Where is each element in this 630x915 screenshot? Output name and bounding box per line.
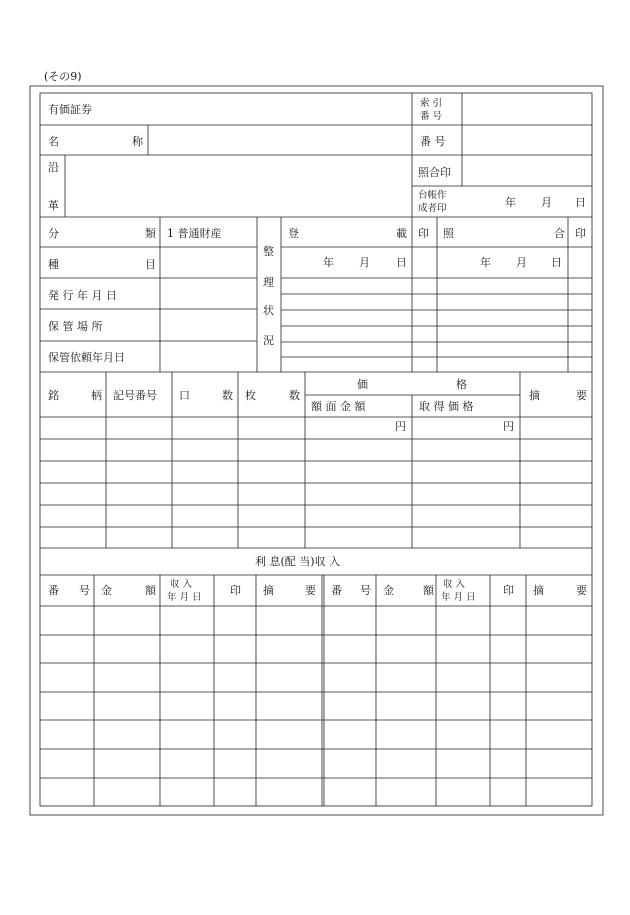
acquisition-yen: 円 [503, 420, 514, 433]
brand-label-2: 柄 [91, 389, 102, 402]
status-label-4: 況 [263, 334, 274, 347]
register-date-year: 年 [323, 256, 334, 269]
income-seal-label-right: 印 [503, 584, 514, 597]
type-label-1: 種 [48, 258, 59, 271]
index-no-label-1: 索 引 [420, 98, 443, 109]
category-label-1: 分 [48, 227, 59, 240]
verify-seal-label: 印 [575, 227, 586, 240]
income-number-label-1: 番 [48, 584, 59, 597]
face-amount-label: 額 面 金 額 [311, 400, 366, 413]
income-amount-label-right-2: 額 [423, 584, 434, 597]
remarks-label-1: 摘 [529, 389, 540, 402]
verify-label-2: 合 [554, 227, 565, 240]
income-receipt-label-right-1: 収 入 [443, 579, 466, 590]
income-remarks-label-right-2: 要 [576, 584, 587, 597]
form-title: 有価証券 [48, 103, 92, 116]
frame-border [30, 86, 603, 815]
status-label-2: 理 [263, 276, 274, 289]
verify-date-month: 月 [516, 256, 527, 269]
units-label-1: 口 [179, 389, 190, 402]
category-label-2: 類 [145, 227, 156, 240]
register-seal-label: 印 [418, 227, 429, 240]
issue-date-label: 発 行 年 月 日 [48, 289, 117, 302]
form-grid-lines [30, 86, 603, 815]
income-amount-label-right-1: 金 [383, 584, 394, 597]
author-date-month: 月 [541, 196, 552, 209]
history-label-1: 沿 [48, 161, 59, 174]
income-number-label-right-1: 番 [331, 584, 342, 597]
income-receipt-label-right-2: 年 月 日 [441, 592, 476, 603]
brand-label-1: 銘 [48, 389, 59, 402]
income-remarks-label-2: 要 [305, 584, 316, 597]
price-label-1: 価 [357, 378, 368, 391]
income-amount-label-2: 額 [145, 584, 156, 597]
type-label-2: 目 [145, 258, 156, 271]
code-label: 記号番号 [113, 389, 157, 402]
acquisition-label: 取 得 価 格 [419, 400, 474, 413]
sheets-label-1: 枚 [245, 389, 256, 402]
name-label-2: 称 [132, 135, 143, 148]
status-label-3: 状 [263, 304, 274, 317]
seal-check-label: 照合印 [418, 166, 451, 179]
face-amount-yen: 円 [395, 420, 406, 433]
price-label-2: 格 [456, 378, 467, 391]
number-label: 番 号 [420, 135, 446, 148]
category-value: 1 普通財産 [167, 227, 222, 240]
ledger-author-label-1: 台帳作 [418, 190, 447, 201]
verify-date-day: 日 [551, 256, 562, 269]
history-label-2: 革 [48, 199, 59, 212]
register-date-day: 日 [396, 256, 407, 269]
page-label: (その9) [44, 70, 82, 83]
income-number-label-2: 号 [79, 584, 90, 597]
ledger-author-label-2: 成者印 [418, 203, 447, 214]
income-seal-label: 印 [230, 584, 241, 597]
verify-label-1: 照 [443, 227, 454, 240]
index-no-label-2: 番 号 [420, 111, 443, 122]
name-label-1: 名 [48, 135, 59, 148]
income-number-label-right-2: 号 [360, 584, 371, 597]
sheets-label-2: 数 [289, 389, 300, 402]
income-remarks-label-right-1: 摘 [533, 584, 544, 597]
income-remarks-label-1: 摘 [263, 584, 274, 597]
storage-place-label: 保 管 場 所 [48, 320, 103, 333]
units-label-2: 数 [222, 389, 233, 402]
register-label-2: 載 [396, 227, 407, 240]
register-label-1: 登 [288, 227, 299, 240]
income-receipt-label-2: 年 月 日 [167, 592, 202, 603]
register-date-month: 月 [359, 256, 370, 269]
status-label-1: 整 [263, 245, 274, 258]
income-title: 利 息(配 当)収 入 [255, 555, 341, 568]
author-date-year: 年 [505, 196, 516, 209]
income-receipt-label-1: 収 入 [170, 579, 193, 590]
verify-date-year: 年 [480, 256, 491, 269]
storage-request-label: 保管依頼年月日 [48, 351, 125, 364]
author-date-day: 日 [575, 196, 586, 209]
income-amount-label-1: 金 [101, 584, 112, 597]
remarks-label-2: 要 [576, 389, 587, 402]
